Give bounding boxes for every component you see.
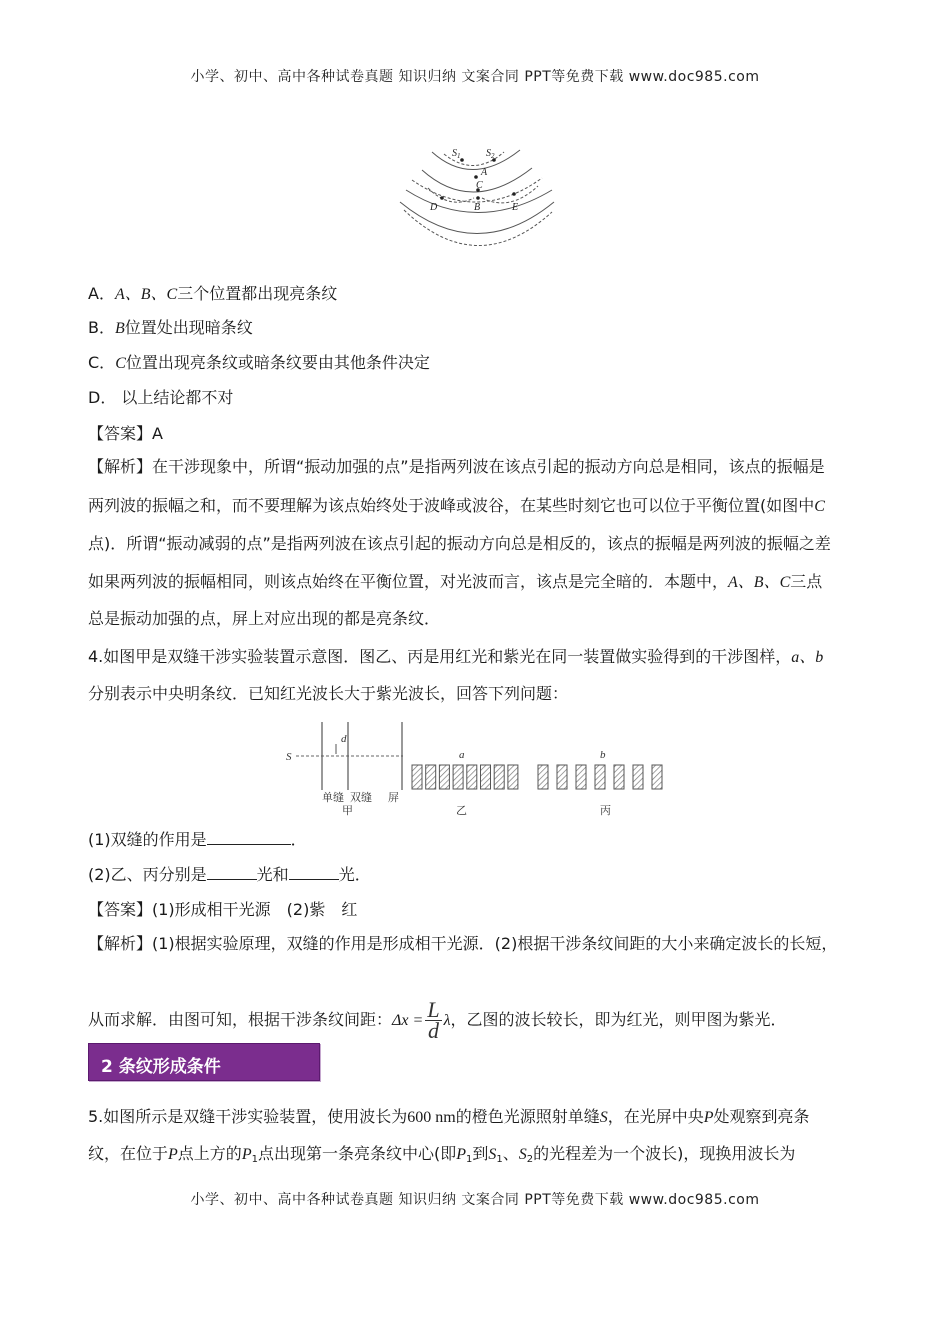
point-e bbox=[512, 192, 516, 196]
label-jia: 甲 bbox=[342, 804, 353, 816]
label-d: d bbox=[341, 733, 347, 745]
point-s1 bbox=[460, 158, 464, 162]
section-heading bbox=[88, 1043, 320, 1081]
answer-blank-3[interactable] bbox=[289, 865, 339, 880]
label-e: E bbox=[512, 202, 519, 213]
page-footer: 小学、初中、高中各种试卷真题 知识归纳 文案合同 PPT等免费下载 www.doc985.com bbox=[190, 1192, 760, 1208]
analysis-2-line-1: 【解析】(1)根据实验原理，双缝的作用是形成相干光源．(2)根据干涉条纹间距的大小来确定波长的长短， bbox=[88, 934, 838, 953]
wave-interference-figure bbox=[392, 140, 562, 252]
bing-fringe bbox=[614, 765, 624, 789]
yi-fringe bbox=[412, 765, 422, 789]
bing-fringe bbox=[633, 765, 643, 789]
label-c: C bbox=[476, 180, 483, 191]
question-5-line-1: 5.如图所示是双缝干涉实验装置，使用波长为600 nm的橙色光源照射单缝S，在光屏中央P处观察到亮条 bbox=[88, 1107, 810, 1126]
yi-fringe bbox=[508, 765, 518, 789]
yi-fringe bbox=[481, 765, 491, 789]
label-a: A bbox=[481, 167, 488, 178]
point-a bbox=[474, 175, 478, 179]
option-c: C．C位置出现亮条纹或暗条纹要由其他条件决定 bbox=[88, 353, 430, 372]
wavefront-dashed-2 bbox=[404, 210, 552, 246]
label-bing: 丙 bbox=[600, 804, 611, 816]
yi-fringe bbox=[426, 765, 436, 789]
bing-fringe bbox=[595, 765, 605, 789]
label-screen: 屏 bbox=[388, 791, 399, 804]
label-b: b bbox=[600, 749, 606, 761]
fraction-l-over-d: $\frac{L}{d}$ bbox=[427, 997, 440, 1043]
answer-1: 【答案】A bbox=[88, 424, 163, 443]
question-4-part-1: (1)双缝的作用是 ． bbox=[88, 830, 307, 849]
wavefront-solid-3 bbox=[432, 150, 520, 170]
answer-blank-2[interactable] bbox=[207, 865, 257, 880]
bing-fringe bbox=[538, 765, 548, 789]
question-4-part-2: (2)乙、丙分别是 光和 光． bbox=[88, 865, 371, 884]
label-s2: $S_2$ bbox=[486, 148, 495, 160]
label-d: D bbox=[430, 202, 438, 213]
option-d: D． 以上结论都不对 bbox=[88, 388, 234, 407]
page-header: 小学、初中、高中各种试卷真题 知识归纳 文案合同 PPT等免费下载 www.doc985.com bbox=[190, 69, 760, 85]
yi-fringe bbox=[439, 765, 449, 789]
answer-2: 【答案】(1)形成相干光源 (2)紫 红 bbox=[88, 900, 358, 919]
analysis-1-line-3: 点)．所谓“振动减弱的点”是指两列波在该点引起的振动方向总是相反的，该点的振幅是两列波的振幅之差 bbox=[88, 534, 831, 553]
yi-fringe bbox=[467, 765, 477, 789]
question-4-line-1: 4.如图甲是双缝干涉实验装置示意图．图乙、丙是用红光和紫光在同一装置做实验得到的干涉图样，a、b bbox=[88, 647, 824, 666]
label-s1: $S_1$ bbox=[452, 148, 461, 160]
option-a: A．A、B、C三个位置都出现亮条纹 bbox=[88, 284, 338, 303]
wavefront-dashed-5 bbox=[482, 186, 538, 203]
label-single-slit: 单缝 bbox=[322, 791, 344, 804]
label-yi: 乙 bbox=[456, 804, 467, 816]
fringe-patterns bbox=[412, 765, 662, 789]
bing-fringe bbox=[576, 765, 586, 789]
analysis-1-line-2: 两列波的振幅之和，而不要理解为该点始终处于波峰或波谷，在某些时刻它也可以位于平衡位置(如图中C bbox=[88, 496, 825, 515]
double-slit-figure bbox=[278, 718, 678, 816]
yi-fringe bbox=[494, 765, 504, 789]
analysis-2-line-2: 从而求解．由图可知，根据干涉条纹间距：Δx = $\frac{L}{d}$ λ，乙图的波长较长，即为红光，则甲图为紫光． bbox=[88, 997, 787, 1043]
option-b: B．B位置处出现暗条纹 bbox=[88, 318, 253, 337]
analysis-1-line-1: 【解析】在干涉现象中，所谓“振动加强的点”是指两列波在该点引起的振动方向总是相同，该点的振幅是 bbox=[88, 457, 825, 476]
label-b: B bbox=[474, 202, 481, 213]
section-title: 2 条纹形成条件 bbox=[101, 1057, 221, 1077]
bing-fringe bbox=[557, 765, 567, 789]
yi-fringe bbox=[453, 765, 463, 789]
point-d bbox=[440, 196, 444, 200]
answer-blank-1[interactable] bbox=[207, 830, 291, 845]
analysis-1-line-5: 总是振动加强的点，屏上对应出现的都是亮条纹． bbox=[88, 609, 441, 628]
question-5-line-2: 纹，在位于P点上方的$P_1$点出现第一条亮条纹中心(即$P_1$到$S_1$、$S_2$的光程差为一个波长)，现换用波长为 bbox=[88, 1144, 796, 1165]
bing-fringe bbox=[652, 765, 662, 789]
label-s: S bbox=[286, 751, 292, 763]
point-b bbox=[476, 196, 480, 200]
label-double-slit: 双缝 bbox=[350, 791, 372, 804]
wavefront-dashed-4 bbox=[428, 188, 474, 202]
label-a: a bbox=[459, 749, 465, 761]
analysis-1-line-4: 如果两列波的振幅相同，则该点始终在平衡位置，对光波而言，该点是完全暗的．本题中，A、B、C三点 bbox=[88, 572, 823, 591]
question-4-line-2: 分别表示中央明条纹．已知红光波长大于紫光波长，回答下列问题： bbox=[88, 684, 569, 703]
